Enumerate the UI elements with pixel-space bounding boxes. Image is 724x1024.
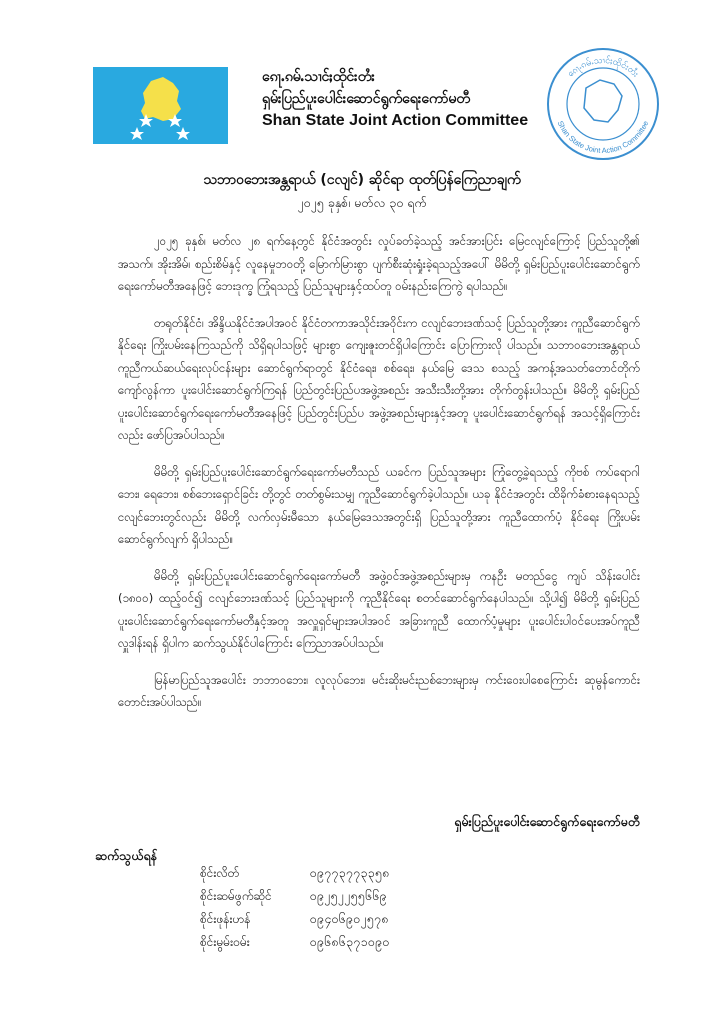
seal-text-top: ၵေႃႉၵမ်ႉသၢင်ႈထိုင်းတႆး — [566, 55, 641, 80]
org-name-english: Shan State Joint Action Committee — [262, 112, 529, 129]
document-date: ၂၀၂၅ ခုနှစ်၊ မတ်လ ၃၀ ရက် — [297, 195, 427, 210]
contact-phone: ၀၉၆၈၆၃၇၁၀၉၀ — [310, 935, 390, 949]
contact-phone: ၀၉၄၀၆၉၀၂၅၇၈ — [310, 912, 389, 926]
organization-title — [262, 66, 582, 132]
seal-text-bottom: Shan State Joint Action Committee — [555, 119, 651, 156]
contact-name: စိုင်းဆမ်ဖွက်ဆိုင် — [200, 889, 272, 903]
paragraph: မိမိတို့ ရှမ်းပြည်ပူးပေါင်းဆောင်ရွက်ရေးကော်မတီ အဖွဲ့ဝင်အဖွဲ့အစည်းများမှ ကနဦး မတည်ငွေ ကျပ် သိန်းပေါင်း (၁၈၀၀) ထည့်ဝင်၍ ငလျင်ဘေးဒဏ်သင့် ပြည်သူများကို ကူညီနိုင်ရေး စတင်ဆောင်ရွက်နေပါသည်။ သို့ပါ၍ မိမိတို့ ရှမ်းပြည်ပူးပေါင်းဆောင်ရွက်ရေးကော်မတီနှင့်အတူ အလှူရှင်များအပါအဝင် အခြားကူညီ ထောက်ပံ့မှုများ ပူးပေါင်းပါဝင်ပေးအပ်ကူညီလှူဒါန်းရန် ရှိပါက ဆက်သွယ်နိုင်ပါကြောင်း ကြေညာအပ်ပါသည်။ — [118, 568, 640, 650]
contact-name: စိုင်းဖုန်းဟန် — [200, 912, 251, 926]
org-name-burmese: ရှမ်းပြည်ပူးပေါင်းဆောင်ရွက်ရေးကော်မတီ — [262, 91, 471, 107]
paragraph: ၂၀၂၅ ခုနှစ်၊ မတ်လ ၂၈ ရက်နေ့တွင် နိုင်ငံအတွင်း လှုပ်ခတ်ခဲ့သည့် အင်အားပြင်း မြေငလျင်ကြောင့် ပြည်သူတို့၏ အသက်၊ အိုးအိမ်၊ စည်းစိမ်နှင့် လူနေမှုဘဝတို့ မြောက်မြားစွာ ပျက်စီးဆုံးရှုံးခဲ့ရသည့်အပေါ် မိမိတို့ ရှမ်းပြည်ပူးပေါင်းဆောင်ရွက်ရေးကော်မတီအနေဖြင့် ဘေးဒုက္ခ ကြုံရသည့် ပြည်သူများနှင့်ထပ်တူ ဝမ်းနည်းကြေကွဲ ရပါသည်။ — [118, 234, 640, 293]
statement-body — [118, 230, 640, 728]
org-name-shan: ၵေႃႉၵမ်ႉသၢင်ႈထိုင်းတႆး — [262, 69, 375, 85]
svg-text:Shan State Joint Action Commit — [556, 119, 651, 155]
contact-row — [200, 908, 520, 931]
paragraph: တရုတ်နိုင်ငံ၊ အိန္ဒိယနိုင်ငံအပါအဝင် နိုင်ငံတကာအသိုင်းအဝိုင်းက ငလျင်ဘေးဒဏ်သင့် ပြည်သူတို့အား ကူညီဆောင်ရွက်နိုင်ရေး ကြိုးပမ်းနေကြသည်ကို သိရှိရပါသဖြင့် များစွာ ကျေးဇူးတင်ရှိပါကြောင်း ပြောကြားလို ပါသည်။ သဘာဝဘေးအန္တရာယ် ကူညီကယ်ဆယ်ရေးလုပ်ငန်းများ ဆောင်ရွက်ရာတွင် နိုင်ငံရေး၊ စစ်ရေး၊ နယ်မြေ ဒေသ စသည့် အကန့်အသတ်တောင်တိုက် ကျော်လွန်ကာ ပူးပေါင်းဆောင်ရွက်ကြရန် ပြည်တွင်းပြည်ပအဖွဲ့အစည်း အသီးသီးတို့အား တိုက်တွန်းပါသည်။ မိမိတို့ ရှမ်းပြည်ပူးပေါင်းဆောင်ရွက်ရေးကော်မတီအနေဖြင့် ပြည်တွင်းပြည်ပ အဖွဲ့အစည်းများနှင့်အတူ ပူးပေါင်းဆောင်ရွက်ရန် အသင့်ရှိကြောင်းလည်း ဖော်ပြအပ်ပါသည်။ — [118, 315, 640, 442]
contact-row — [200, 885, 520, 908]
contact-name: စိုင်းလိတ် — [200, 866, 240, 880]
contact-row — [200, 931, 520, 954]
contact-name: စိုင်းမွမ်းဝမ်း — [200, 935, 250, 949]
contact-list — [200, 862, 520, 954]
contact-phone: ၀၉၇၇၃၇၇၃၃၅၈ — [310, 866, 390, 880]
contact-phone: ၀၉၂၅၂၂၅၅၆၆၉ — [310, 889, 388, 903]
signature: ရှမ်းပြည်ပူးပေါင်းဆောင်ရွက်ရေးကော်မတီ — [454, 814, 640, 829]
committee-seal — [538, 44, 668, 164]
paragraph: မိမိတို့ ရှမ်းပြည်ပူးပေါင်းဆောင်ရွက်ရေးကော်မတီသည် ယခင်က ပြည်သူအများ ကြုံတွေ့ခဲ့ရသည့် ကိုဗစ် ကပ်ရောဂါဘေး၊ ရေဘေး၊ စစ်ဘေးရှောင်ခြင်း တို့တွင် တတ်စွမ်းသမျှ ကူညီဆောင်ရွက်ခဲ့ပါသည်။ ယခု နိုင်ငံအတွင်း ထိခိုက်ခံစားနေရသည့် ငလျင်ဘေးတွင်လည်း မိမိတို့ လက်လှမ်းမီသော နယ်မြေဒေသအတွင်းရှိ ပြည်သူတို့အား ကူညီထောက်ပံ့ နိုင်ရေး ကြိုးပမ်းဆောင်ရွက်လျက် ရှိပါသည်။ — [118, 464, 640, 546]
document-title: သဘာဝဘေးအန္တရာယ် (ငလျင်) ဆိုင်ရာ ထုတ်ပြန်ကြေညာချက် — [203, 172, 521, 188]
contact-title: ဆက်သွယ်ရန် — [95, 848, 158, 863]
paragraph: မြန်မာပြည်သူအပေါင်း ဘဘာဝဘေး၊ လူလုပ်ဘေး၊ မင်းဆိုးမင်းညစ်ဘေးများမှ ကင်းဝေးပါစေကြောင်း ဆုမွန်ကောင်း တောင်းအပ်ပါသည်။ — [118, 672, 640, 709]
shan-state-flag-icon — [93, 67, 228, 144]
contact-row — [200, 862, 520, 885]
